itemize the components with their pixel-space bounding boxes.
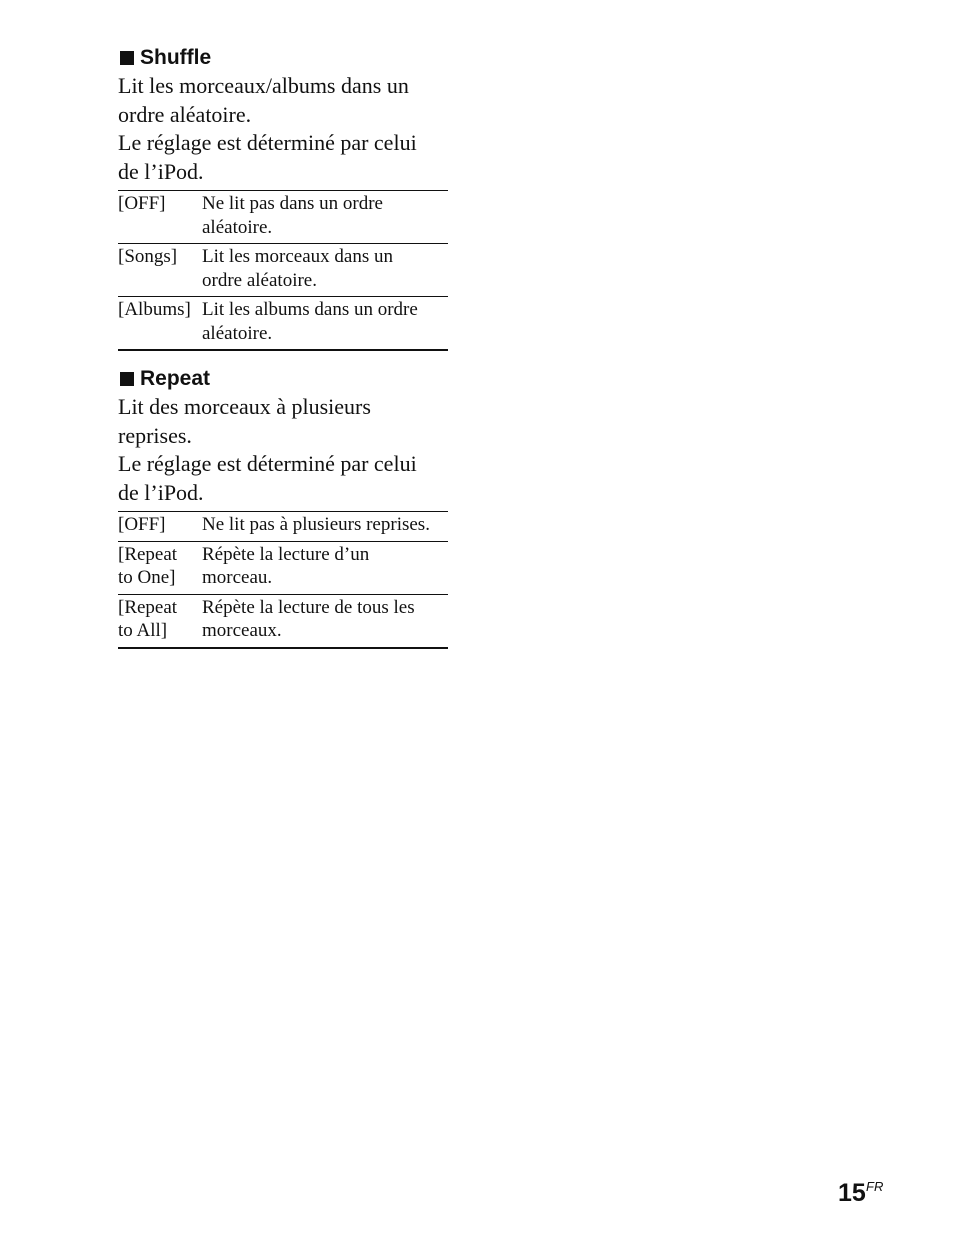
repeat-section [118,365,448,649]
table-row [118,512,448,542]
explanation-cell: Ne lit pas dans un ordre aléatoire. [202,193,383,238]
option-cell: [Albums] [118,299,191,320]
option-cell: [Repeat to All] [118,596,178,641]
table-row [118,244,448,297]
table-row [118,191,448,244]
section-spacer [118,351,448,365]
shuffle-settings-table [118,190,448,351]
table-row [118,297,448,351]
repeat-settings-table [118,511,448,649]
table-row [118,594,448,648]
table-row [118,541,448,594]
explanation-cell: Lit les morceaux dans un ordre aléatoire. [202,246,394,291]
shuffle-heading [118,44,448,72]
shuffle-description: Lit les morceaux/albums dans un ordre aléatoire. Le réglage est déterminé par celui de l’iPod. [118,73,417,184]
option-cell: [Repeat to One] [118,543,178,588]
option-cell: [Songs] [118,246,178,267]
shuffle-heading-text: Shuffle [140,46,212,69]
option-cell: [OFF] [118,514,166,535]
square-bullet-icon [120,51,134,65]
shuffle-section [118,44,448,351]
explanation-cell: Ne lit pas à plusieurs reprises. [202,514,430,535]
square-bullet-icon [120,372,134,386]
repeat-description: Lit des morceaux à plusieurs reprises. Le réglage est déterminé par celui de l’iPod. [118,394,417,505]
explanation-cell: Répète la lecture d’un morceau. [202,543,370,588]
repeat-heading [118,365,448,393]
option-cell: [OFF] [118,193,166,214]
explanation-cell: Répète la lecture de tous les morceaux. [202,596,415,641]
document-column [118,44,448,649]
page-number: 15 [838,1179,866,1207]
explanation-cell: Lit les albums dans un ordre aléatoire. [202,299,418,344]
repeat-heading-text: Repeat [140,367,211,390]
page-language-suffix: FR [866,1179,884,1194]
